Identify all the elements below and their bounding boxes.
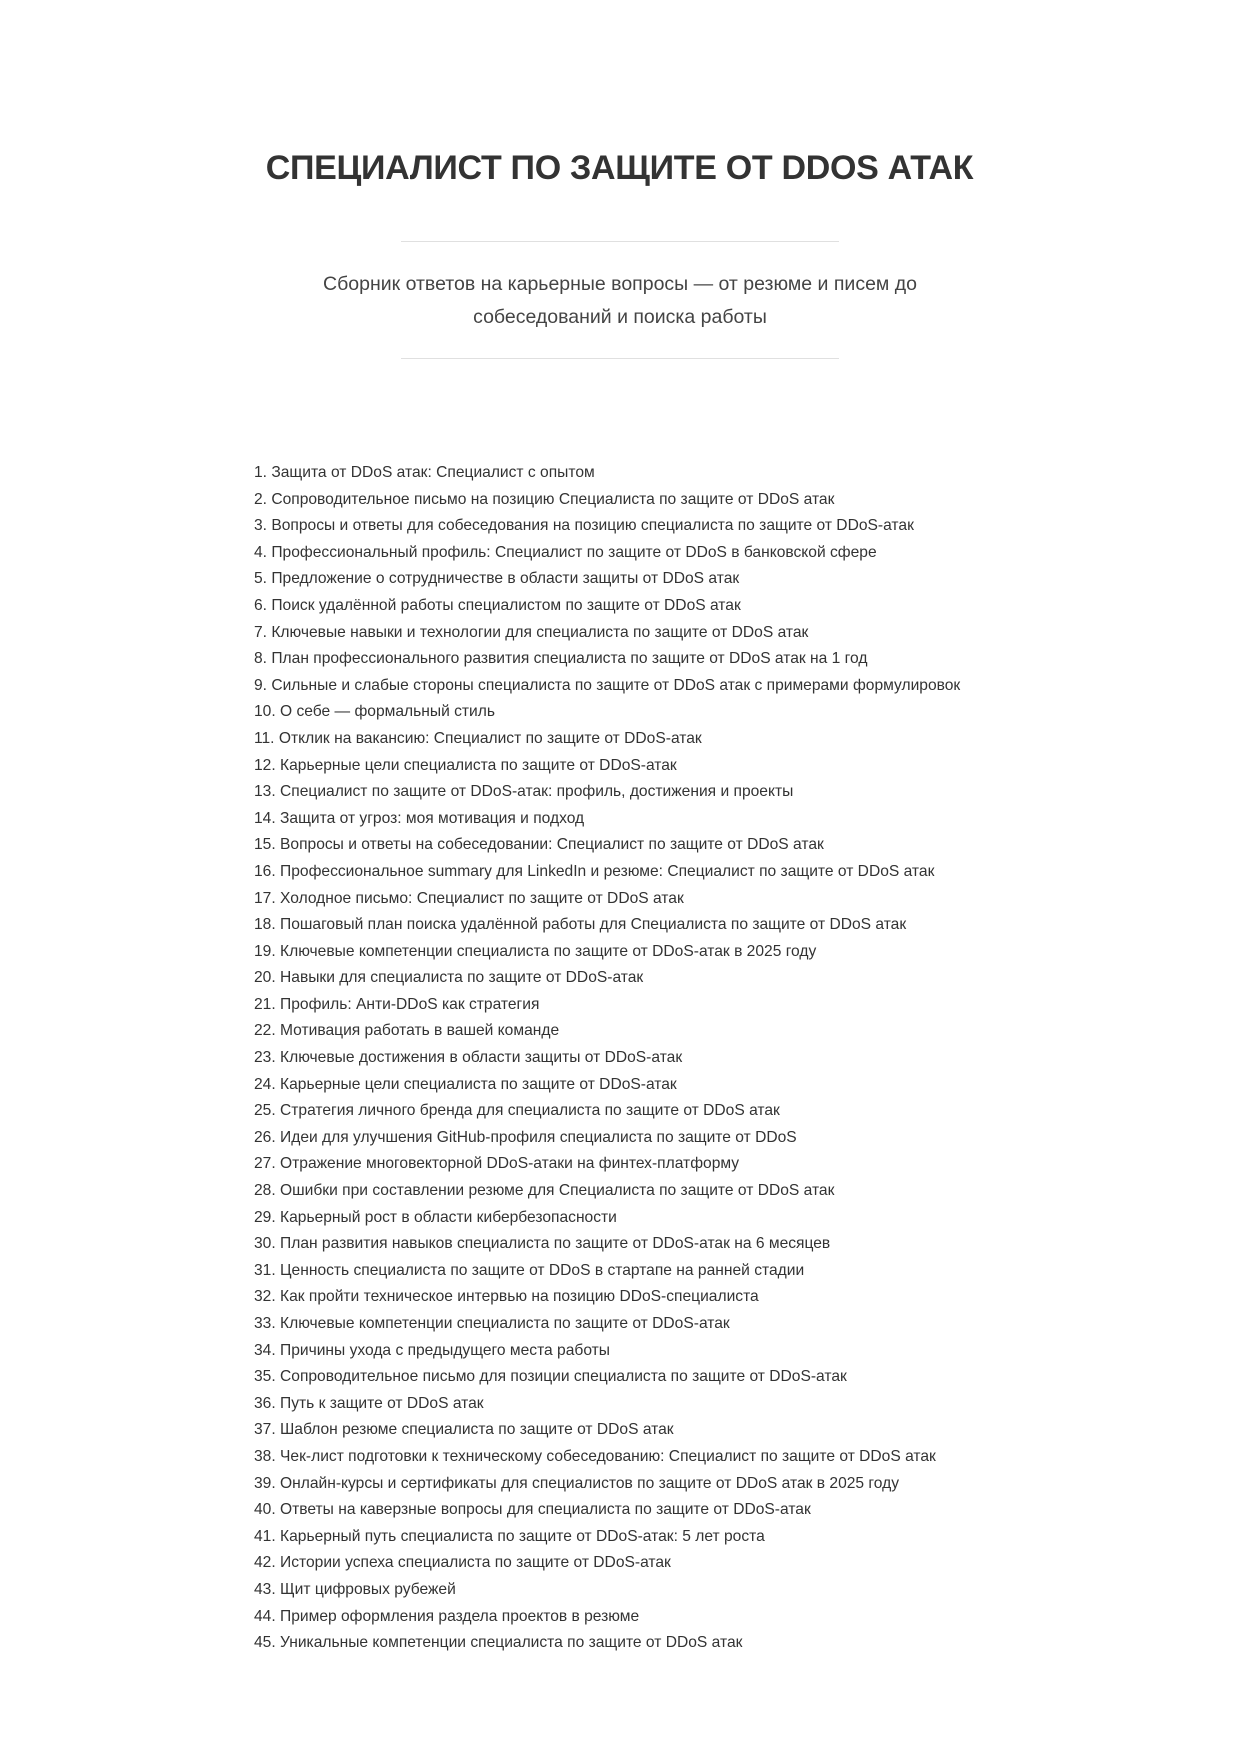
title-divider-top — [401, 241, 839, 242]
toc-item[interactable]: 23. Ключевые достижения в области защиты от DDoS-атак — [254, 1049, 683, 1067]
toc-item[interactable]: 8. План профессионального развития специалиста по защите от DDoS атак на 1 год — [254, 650, 868, 668]
toc-item[interactable]: 7. Ключевые навыки и технологии для специалиста по защите от DDoS атак — [254, 623, 809, 641]
toc-item[interactable]: 3. Вопросы и ответы для собеседования на позицию специалиста по защите от DDoS-атак — [254, 517, 914, 535]
toc-item[interactable]: 35. Сопроводительное письмо для позиции специалиста по защите от DDoS-атак — [254, 1368, 847, 1386]
toc-item[interactable]: 17. Холодное письмо: Специалист по защите от DDoS атак — [254, 889, 684, 907]
document-title: СПЕЦИАЛИСТ ПО ЗАЩИТЕ ОТ DDOS АТАК — [265, 149, 974, 187]
toc-item[interactable]: 25. Стратегия личного бренда для специалиста по защите от DDoS атак — [254, 1102, 780, 1120]
toc-item[interactable]: 32. Как пройти техническое интервью на позицию DDoS-специалиста — [254, 1288, 759, 1306]
toc-item[interactable]: 44. Пример оформления раздела проектов в резюме — [254, 1607, 640, 1625]
toc-item[interactable]: 30. План развития навыков специалиста по защите от DDoS-атак на 6 месяцев — [254, 1235, 831, 1253]
toc-item[interactable]: 37. Шаблон резюме специалиста по защите от DDoS атак — [254, 1421, 674, 1439]
toc-item[interactable]: 33. Ключевые компетенции специалиста по защите от DDoS-атак — [254, 1315, 730, 1332]
toc-item[interactable]: 1. Защита от DDoS атак: Специалист с опытом — [254, 464, 595, 481]
toc-item[interactable]: 41. Карьерный путь специалиста по защите от DDoS-атак: 5 лет роста — [254, 1527, 765, 1545]
toc-item[interactable]: 34. Причины ухода с предыдущего места работы — [254, 1341, 611, 1359]
toc-item[interactable]: 2. Сопроводительное письмо на позицию Специалиста по защите от DDoS атак — [254, 490, 835, 508]
toc-item[interactable]: 9. Сильные и слабые стороны специалиста по защите от DDoS атак с примерами формулировок — [254, 676, 961, 694]
toc-item[interactable]: 29. Карьерный рост в области кибербезопасности — [254, 1208, 617, 1226]
toc-item[interactable]: 20. Навыки для специалиста по защите от DDoS-атак — [254, 969, 644, 987]
toc-item[interactable]: 14. Защита от угроз: моя мотивация и подход — [254, 809, 585, 827]
toc-item[interactable]: 27. Отражение многовекторной DDoS-атаки на финтех-платформу — [254, 1155, 740, 1173]
toc-item[interactable]: 38. Чек-лист подготовки к техническому собеседованию: Специалист по защите от DDoS атак — [254, 1447, 936, 1465]
toc-item[interactable]: 4. Профессиональный профиль: Специалист по защите от DDoS в банковской сфере — [254, 543, 877, 561]
toc-item[interactable]: 5. Предложение о сотрудничестве в области защиты от DDoS атак — [254, 570, 740, 588]
document-subtitle: Сборник ответов на карьерные вопросы — от резюме и писем до собеседований и поиска работы — [323, 273, 917, 328]
toc-item[interactable]: 43. Щит цифровых рубежей — [254, 1580, 456, 1598]
toc-item[interactable]: 21. Профиль: Анти-DDoS как стратегия — [254, 995, 540, 1013]
toc-item[interactable]: 18. Пошаговый план поиска удалённой работы для Специалиста по защите от DDoS атак — [254, 916, 907, 934]
toc-item[interactable]: 11. Отклик на вакансию: Специалист по защите от DDoS-атак — [254, 729, 702, 747]
toc-item[interactable]: 45. Уникальные компетенции специалиста по защите от DDoS атак — [254, 1634, 743, 1652]
toc-item[interactable]: 6. Поиск удалённой работы специалистом по защите от DDoS атак — [254, 596, 741, 614]
toc-item[interactable]: 24. Карьерные цели специалиста по защите от DDoS-атак — [254, 1075, 677, 1093]
toc-item[interactable]: 40. Ответы на каверзные вопросы для специалиста по защите от DDoS-атак — [254, 1501, 811, 1519]
toc-item[interactable]: 16. Профессиональное summary для LinkedIn и резюме: Специалист по защите от DDoS атак — [254, 862, 935, 880]
toc-item[interactable]: 10. О себе — формальный стиль — [254, 703, 495, 721]
toc-item[interactable]: 39. Онлайн-курсы и сертификаты для специалистов по защите от DDoS атак в 2025 году — [254, 1474, 899, 1492]
toc-item[interactable]: 13. Специалист по защите от DDoS-атак: профиль, достижения и проекты — [254, 783, 794, 801]
toc-item[interactable]: 26. Идеи для улучшения GitHub-профиля специалиста по защите от DDoS — [254, 1128, 797, 1146]
toc-item[interactable]: 15. Вопросы и ответы на собеседовании: Специалист по защите от DDoS атак — [254, 836, 824, 854]
toc-item[interactable]: 28. Ошибки при составлении резюме для Специалиста по защите от DDoS атак — [254, 1182, 835, 1200]
table-of-contents — [254, 460, 994, 1657]
toc-item[interactable]: 19. Ключевые компетенции специалиста по защите от DDoS-атак в 2025 году — [254, 942, 817, 960]
toc-item[interactable]: 36. Путь к защите от DDoS атак — [254, 1394, 484, 1412]
toc-item[interactable]: 22. Мотивация работать в вашей команде — [254, 1022, 560, 1040]
toc-item[interactable]: 31. Ценность специалиста по защите от DDoS в стартапе на ранней стадии — [254, 1261, 805, 1279]
toc-item[interactable]: 42. Истории успеха специалиста по защите от DDoS-атак — [254, 1554, 671, 1572]
toc-item[interactable]: 12. Карьерные цели специалиста по защите от DDoS-атак — [254, 756, 677, 774]
title-divider-bottom — [401, 358, 839, 359]
